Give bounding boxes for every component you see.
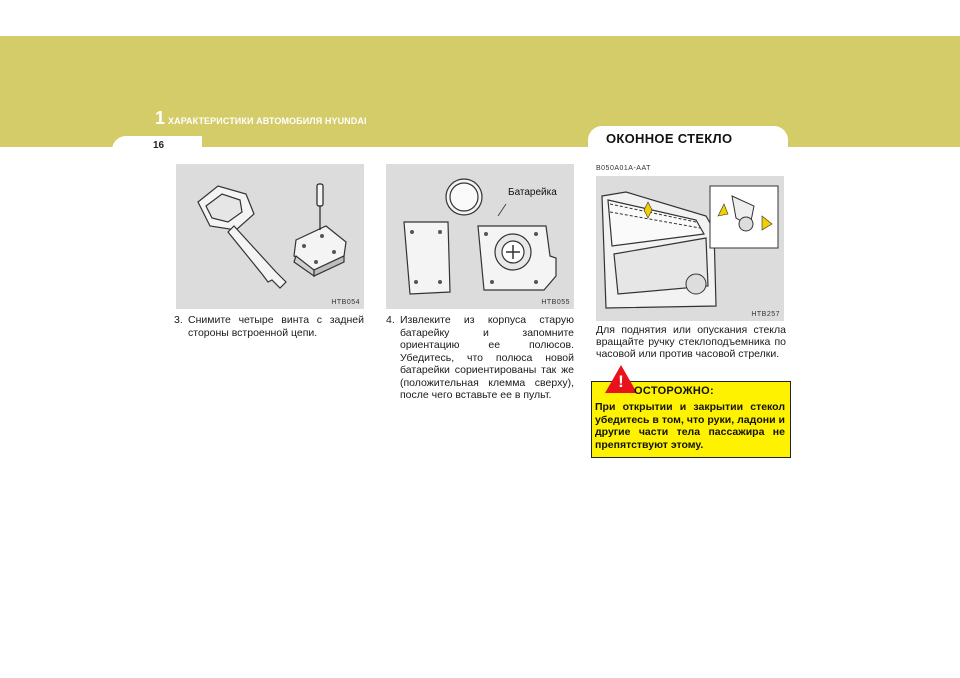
chapter-number: 1: [155, 108, 166, 128]
window-instructions: Для поднятия или опускания стекла вращайте ручку стеклоподъемника по часовой или против часовой стрелки.: [596, 324, 786, 360]
step-4: [386, 314, 574, 402]
warning-text: При открытии и закрытии стекол убедитесь в том, что руки, ладони и другие части тела пассажира не препятствуют этому.: [595, 401, 785, 451]
figure-door-window: [596, 176, 784, 321]
section-title: ОКОННОЕ СТЕКЛО: [606, 131, 733, 146]
chapter-title: ХАРАКТЕРИСТИКИ АВТОМОБИЛЯ HYUNDAI: [168, 116, 367, 126]
figure-code: HTB055: [541, 299, 570, 306]
page-number: 16: [153, 140, 165, 151]
figure-code: HTB054: [331, 299, 360, 306]
figure-key-screwdriver: [176, 164, 364, 309]
battery-remote-illustration: [386, 164, 574, 309]
step-3: [174, 314, 364, 339]
chapter-heading: [155, 109, 367, 127]
step-text: Извлеките из корпуса старую батарейку и запомните ориентацию ее полюсов. Убедитесь, что полюса новой батарейки сориентированы так же (положительная клемма сверху), после чего вставьте ее в пульт.: [400, 314, 574, 401]
figure-code: HTB257: [751, 311, 780, 318]
header-band: [0, 36, 960, 147]
step-number: 4.: [386, 314, 395, 326]
step-text: Снимите четыре винта с задней стороны встроенной цепи.: [188, 314, 364, 339]
key-screwdriver-illustration: [176, 164, 364, 309]
section-code: B050A01A-AAT: [596, 165, 651, 172]
step-number: 3.: [174, 314, 183, 326]
figure-battery: [386, 164, 574, 309]
exclamation-icon: !: [618, 372, 624, 391]
car-door-window-illustration: [596, 176, 784, 321]
battery-label: Батарейка: [508, 187, 557, 198]
warning-title: ОСТОРОЖНО:: [634, 385, 714, 397]
